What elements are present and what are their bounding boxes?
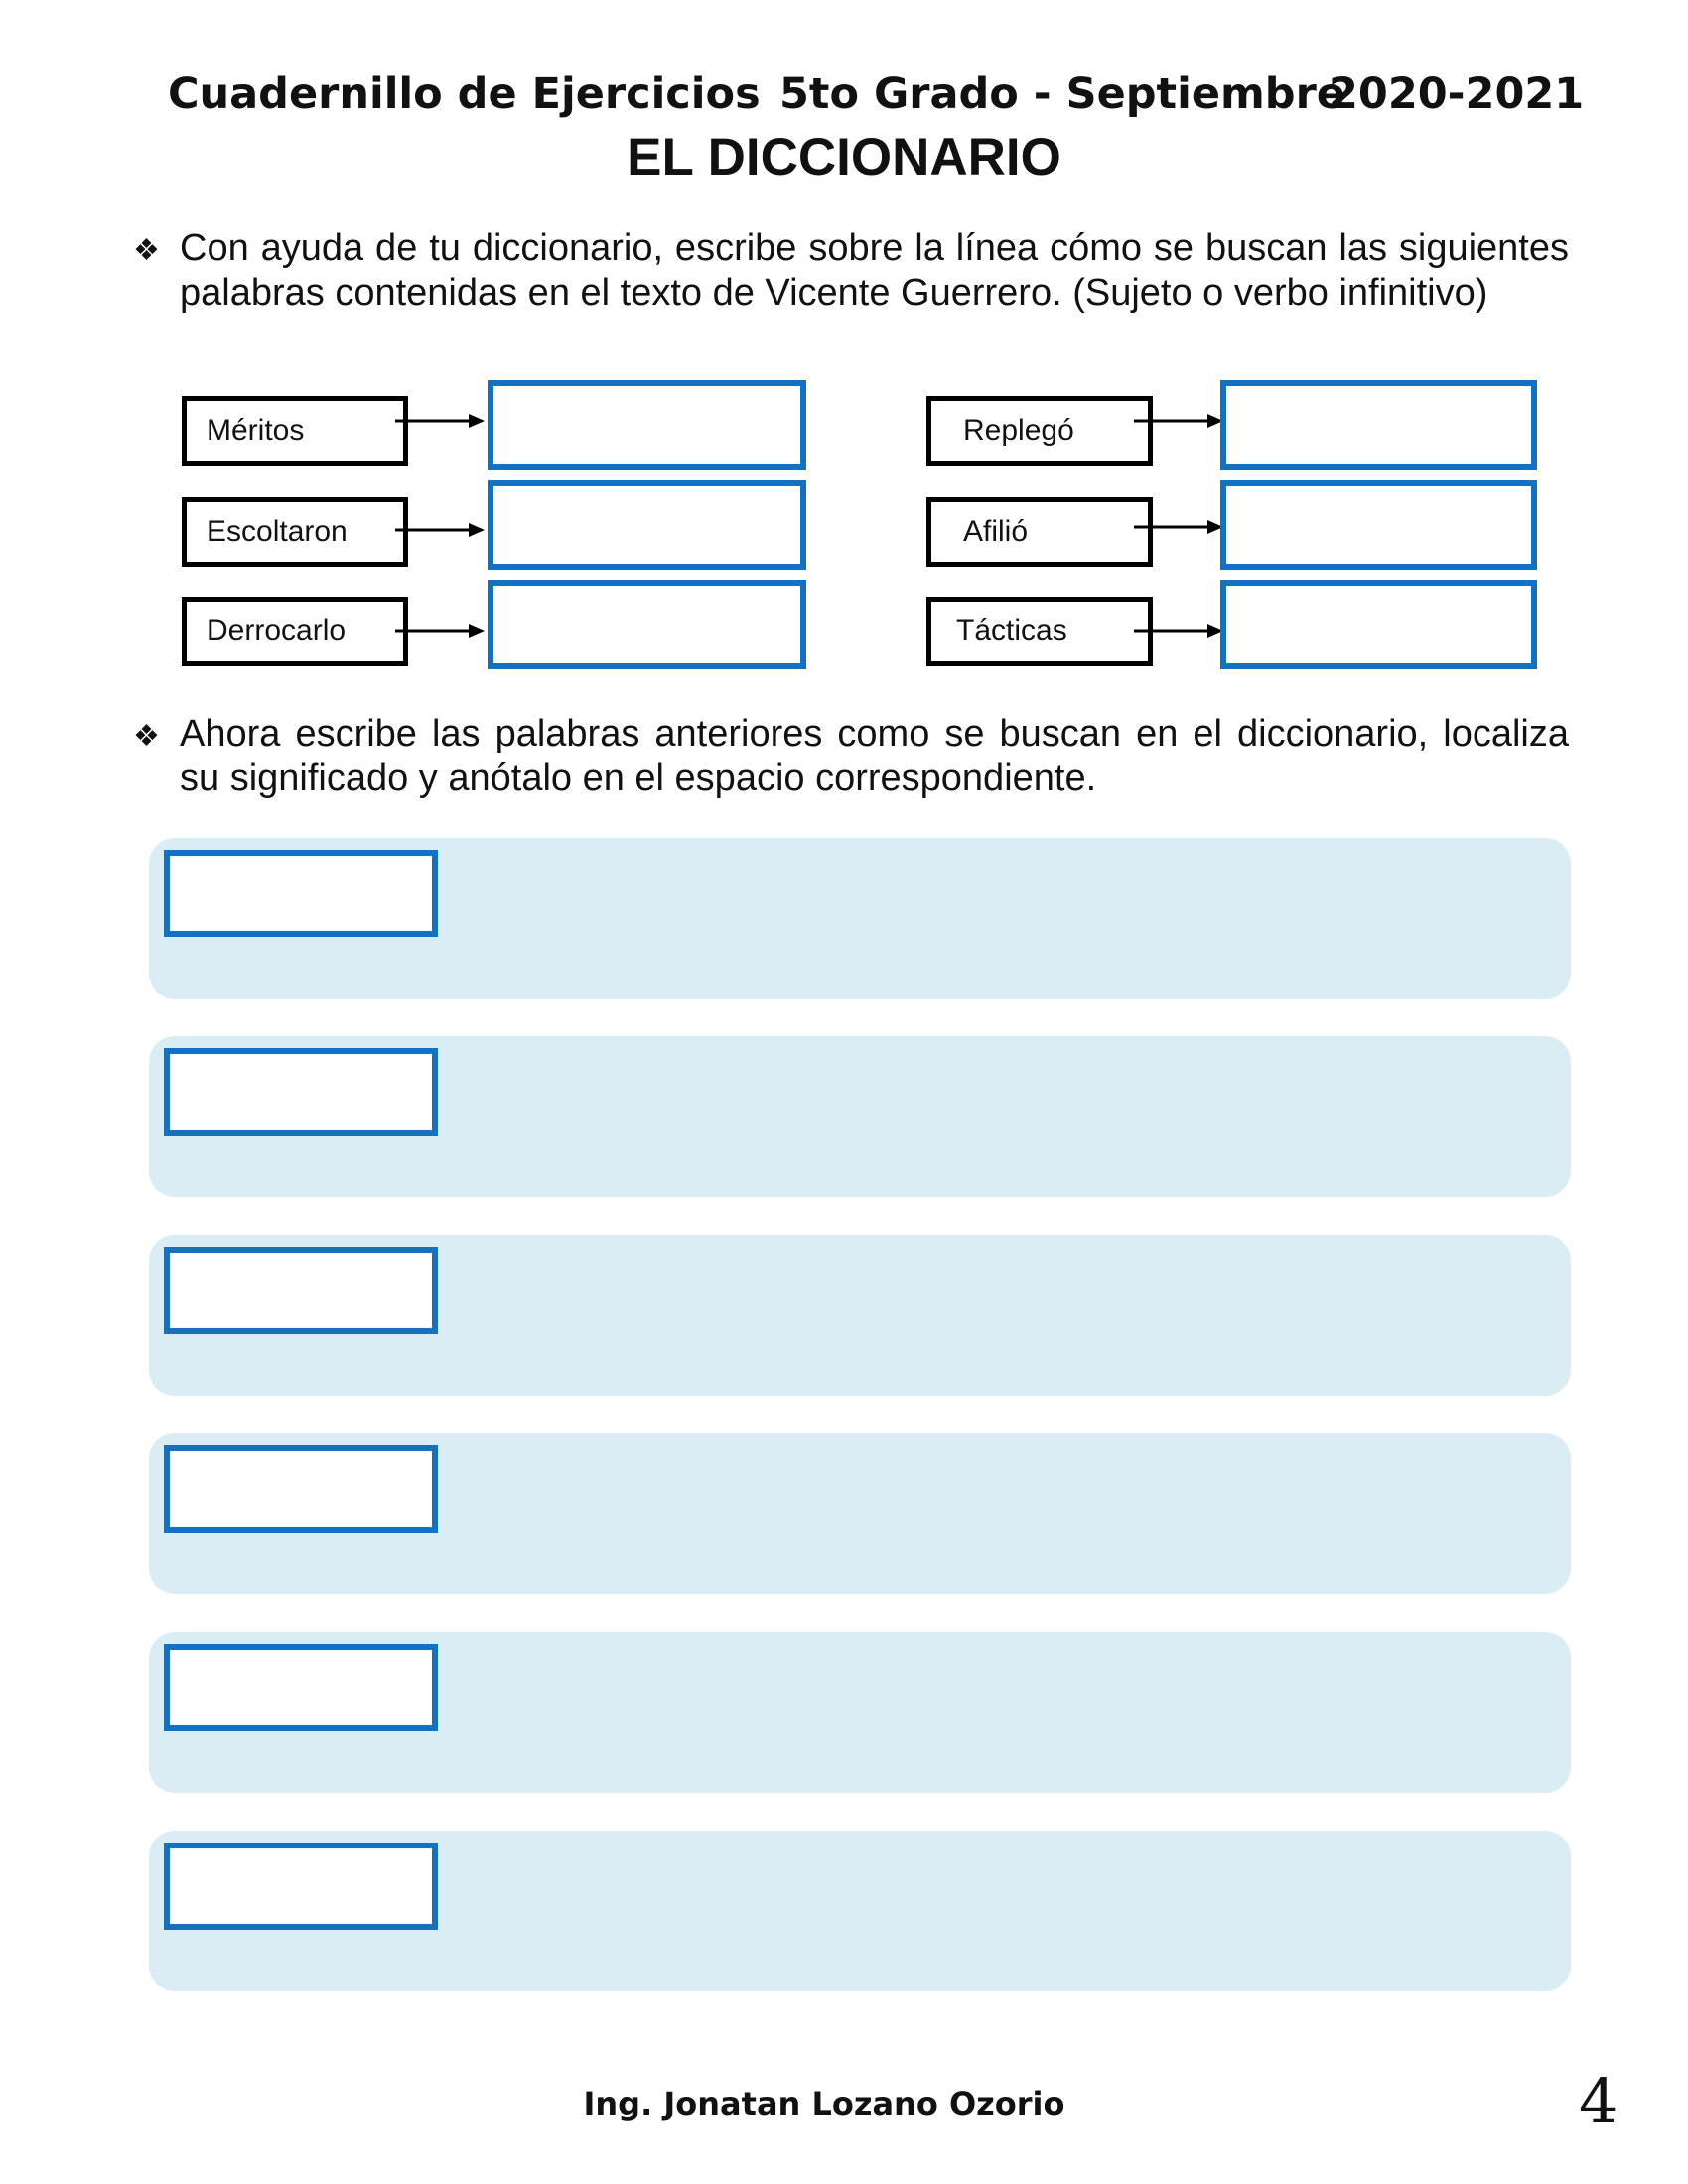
answer-box-afilio[interactable] [1220,480,1537,570]
definition-panel-6[interactable] [149,1831,1571,1991]
footer-author: Ing. Jonatan Lozano Ozorio [583,2085,1065,2122]
definition-word-box-1[interactable] [164,850,438,937]
word-box-derrocarlo: Derrocarlo [182,597,408,666]
bullet-icon: ❖ [133,234,160,267]
answer-box-derrocarlo[interactable] [488,580,806,669]
definition-word-box-5[interactable] [164,1644,438,1731]
definition-word-box-4[interactable] [164,1445,438,1533]
word-box-meritos: Méritos [182,396,408,466]
arrow-icon [1134,621,1223,641]
answer-box-tacticas[interactable] [1220,580,1537,669]
instruction-1: Con ayuda de tu diccionario, escribe sobre la línea cómo se buscan las siguientes palabras contenidas en el texto de Vicente Guerrero. (Sujeto o verbo infinitivo) [180,227,1569,314]
page-number: 4 [1579,2065,1618,2137]
arrow-icon [395,520,485,540]
definition-panel-1[interactable] [149,838,1571,999]
word-box-tacticas: Tácticas [926,597,1153,666]
header-center: 5to Grado - Septiembre [779,69,1345,119]
page-title: EL DICCIONARIO [627,128,1061,187]
word-box-afilio: Afilió [926,497,1153,567]
definition-word-box-6[interactable] [164,1843,438,1930]
bullet-icon: ❖ [133,720,160,752]
definition-word-box-3[interactable] [164,1247,438,1334]
arrow-icon [395,621,485,641]
definition-word-box-2[interactable] [164,1048,438,1136]
header-left: Cuadernillo de Ejercicios [168,69,761,119]
word-box-escoltaron: Escoltaron [182,497,408,567]
answer-box-escoltaron[interactable] [488,480,806,570]
arrow-icon [1134,411,1223,431]
page-header [0,69,1688,129]
instruction-2: Ahora escribe las palabras anteriores como se buscan en el diccionario, localiza su significado y anótalo en el espacio correspondiente. [180,713,1569,799]
definition-panel-5[interactable] [149,1632,1571,1793]
definition-panel-4[interactable] [149,1433,1571,1594]
definition-panel-3[interactable] [149,1235,1571,1396]
arrow-icon [395,411,485,431]
arrow-icon [1134,517,1223,537]
definition-panel-2[interactable] [149,1036,1571,1197]
header-right: 2020-2021 [1329,69,1585,119]
answer-box-meritos[interactable] [488,380,806,470]
word-box-replego: Replegó [926,396,1153,466]
answer-box-replego[interactable] [1220,380,1537,470]
